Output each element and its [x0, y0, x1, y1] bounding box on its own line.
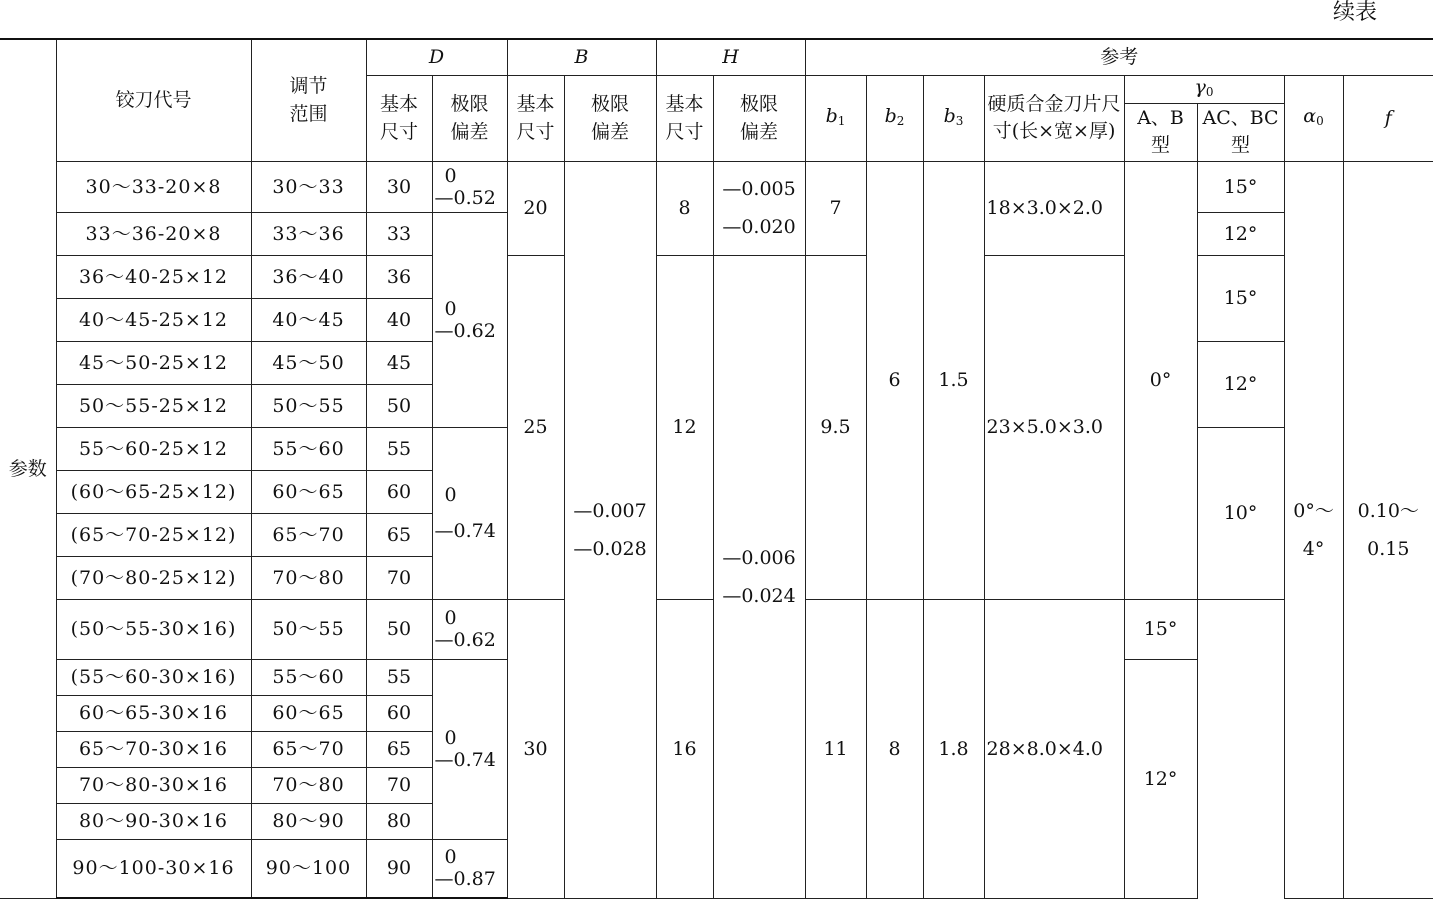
- header-b-dev: 极限偏差: [564, 75, 656, 161]
- header-b1: $b_1$: [805, 75, 866, 161]
- gamma-ab: 0°: [1124, 161, 1197, 599]
- header-range: 调节范围: [251, 39, 366, 161]
- h-basic: 16: [656, 599, 713, 898]
- row-code: 30～33-20×8: [56, 161, 251, 212]
- row-range: 36～40: [251, 255, 366, 298]
- row-code: (70～80-25×12): [56, 556, 251, 599]
- b1-value: 7: [805, 161, 866, 255]
- header-f: f: [1343, 75, 1433, 161]
- row-code: 55～60-25×12: [56, 427, 251, 470]
- row-range: 90～100: [251, 839, 366, 898]
- row-range: 70～80: [251, 556, 366, 599]
- gamma-acbc: 12°: [1197, 341, 1284, 427]
- header-code: 铰刀代号: [56, 39, 251, 161]
- header-gamma-acbc: AC、BC型: [1197, 103, 1284, 161]
- row-range: 50～55: [251, 384, 366, 427]
- row-range: 55～60: [251, 427, 366, 470]
- row-range: 65～70: [251, 513, 366, 556]
- header-d-dev: 极限偏差: [432, 75, 507, 161]
- row-d-basic: 70: [366, 556, 432, 599]
- row-d-basic: 90: [366, 839, 432, 898]
- row-code: 80～90-30×16: [56, 803, 251, 839]
- header-alpha: $\alpha_0$: [1284, 75, 1343, 161]
- row-code: 45～50-25×12: [56, 341, 251, 384]
- row-d-basic: 36: [366, 255, 432, 298]
- row-range: 40～45: [251, 298, 366, 341]
- row-code: (55～60-30×16): [56, 659, 251, 695]
- row-code: 65～70-30×16: [56, 731, 251, 767]
- row-d-basic: 80: [366, 803, 432, 839]
- b-basic: 25: [507, 255, 564, 599]
- alpha0: 0°～ 4°: [1284, 161, 1343, 898]
- b3-value: 1.5: [923, 161, 984, 599]
- gamma-acbc: 12°: [1197, 212, 1284, 255]
- header-h-basic: 基本尺寸: [656, 75, 713, 161]
- row-code: (65～70-25×12): [56, 513, 251, 556]
- row-code: 50～55-25×12: [56, 384, 251, 427]
- h-basic: 8: [656, 161, 713, 255]
- row-d-basic: 50: [366, 599, 432, 659]
- gamma-acbc: 15°: [1124, 599, 1197, 659]
- row-d-basic: 65: [366, 731, 432, 767]
- row-d-basic: 55: [366, 659, 432, 695]
- row-range: 65～70: [251, 731, 366, 767]
- h-deviation: —0.006 —0.024: [713, 255, 805, 898]
- b-basic: 30: [507, 599, 564, 898]
- row-code: 33～36-20×8: [56, 212, 251, 255]
- row-range: 80～90: [251, 803, 366, 839]
- row-d-basic: 60: [366, 695, 432, 731]
- b1-value: 11: [805, 599, 866, 898]
- blade-size: 23×5.0×3.0: [984, 255, 1124, 599]
- row-range: 33～36: [251, 212, 366, 255]
- row-d-basic: 65: [366, 513, 432, 556]
- b-basic: 20: [507, 161, 564, 255]
- d-deviation: 0 —0.52: [432, 161, 507, 212]
- header-b-basic: 基本尺寸: [507, 75, 564, 161]
- row-group-label: 参数: [0, 39, 56, 898]
- gamma-acbc: 10°: [1197, 427, 1284, 599]
- f-value: 0.10～ 0.15: [1343, 161, 1433, 898]
- row-code: 40～45-25×12: [56, 298, 251, 341]
- header-gamma-ab: A、B型: [1124, 103, 1197, 161]
- row-d-basic: 45: [366, 341, 432, 384]
- d-deviation: 0 —0.87: [432, 839, 507, 898]
- row-d-basic: 40: [366, 298, 432, 341]
- header-b: B: [507, 39, 656, 75]
- continued-label: 续表: [1332, 0, 1377, 25]
- row-code: (50～55-30×16): [56, 599, 251, 659]
- header-h: H: [656, 39, 805, 75]
- b2-value: 8: [866, 599, 923, 898]
- header-b3: $b_3$: [923, 75, 984, 161]
- row-code: 90～100-30×16: [56, 839, 251, 898]
- row-d-basic: 33: [366, 212, 432, 255]
- row-range: 70～80: [251, 767, 366, 803]
- blade-size: 18×3.0×2.0: [984, 161, 1124, 255]
- b3-value: 1.8: [923, 599, 984, 898]
- header-d-basic: 基本尺寸: [366, 75, 432, 161]
- row-range: 30～33: [251, 161, 366, 212]
- reamer-parameter-table: [0, 38, 1433, 899]
- row-d-basic: 70: [366, 767, 432, 803]
- row-range: 45～50: [251, 341, 366, 384]
- b1-value: 9.5: [805, 255, 866, 599]
- row-d-basic: 60: [366, 470, 432, 513]
- header-blade-size: 硬质合金刀片尺寸(长×宽×厚): [984, 75, 1124, 161]
- b-deviation: —0.007 —0.028: [564, 161, 656, 898]
- b2-value: 6: [866, 161, 923, 599]
- row-d-basic: 30: [366, 161, 432, 212]
- header-b2: $b_2$: [866, 75, 923, 161]
- gamma-acbc: 15°: [1197, 161, 1284, 212]
- header-h-dev: 极限偏差: [713, 75, 805, 161]
- header-d: D: [366, 39, 507, 75]
- row-code: 70～80-30×16: [56, 767, 251, 803]
- d-deviation: 0 —0.74: [432, 659, 507, 839]
- header-gamma: $\gamma_0$: [1124, 75, 1284, 103]
- gamma-acbc: 12°: [1124, 659, 1197, 898]
- row-d-basic: 55: [366, 427, 432, 470]
- blade-size: 28×8.0×4.0: [984, 599, 1124, 898]
- row-range: 50～55: [251, 599, 366, 659]
- d-deviation: 0 —0.74: [432, 427, 507, 599]
- h-basic: 12: [656, 255, 713, 599]
- d-deviation: 0 —0.62: [432, 212, 507, 427]
- d-deviation: 0 —0.62: [432, 599, 507, 659]
- row-range: 60～65: [251, 695, 366, 731]
- row-code: 36～40-25×12: [56, 255, 251, 298]
- row-range: 60～65: [251, 470, 366, 513]
- gamma-acbc: 15°: [1197, 255, 1284, 341]
- h-deviation: —0.005 —0.020: [713, 161, 805, 255]
- row-d-basic: 50: [366, 384, 432, 427]
- header-reference: 参考: [805, 39, 1433, 75]
- row-range: 55～60: [251, 659, 366, 695]
- row-code: 60～65-30×16: [56, 695, 251, 731]
- row-code: (60～65-25×12): [56, 470, 251, 513]
